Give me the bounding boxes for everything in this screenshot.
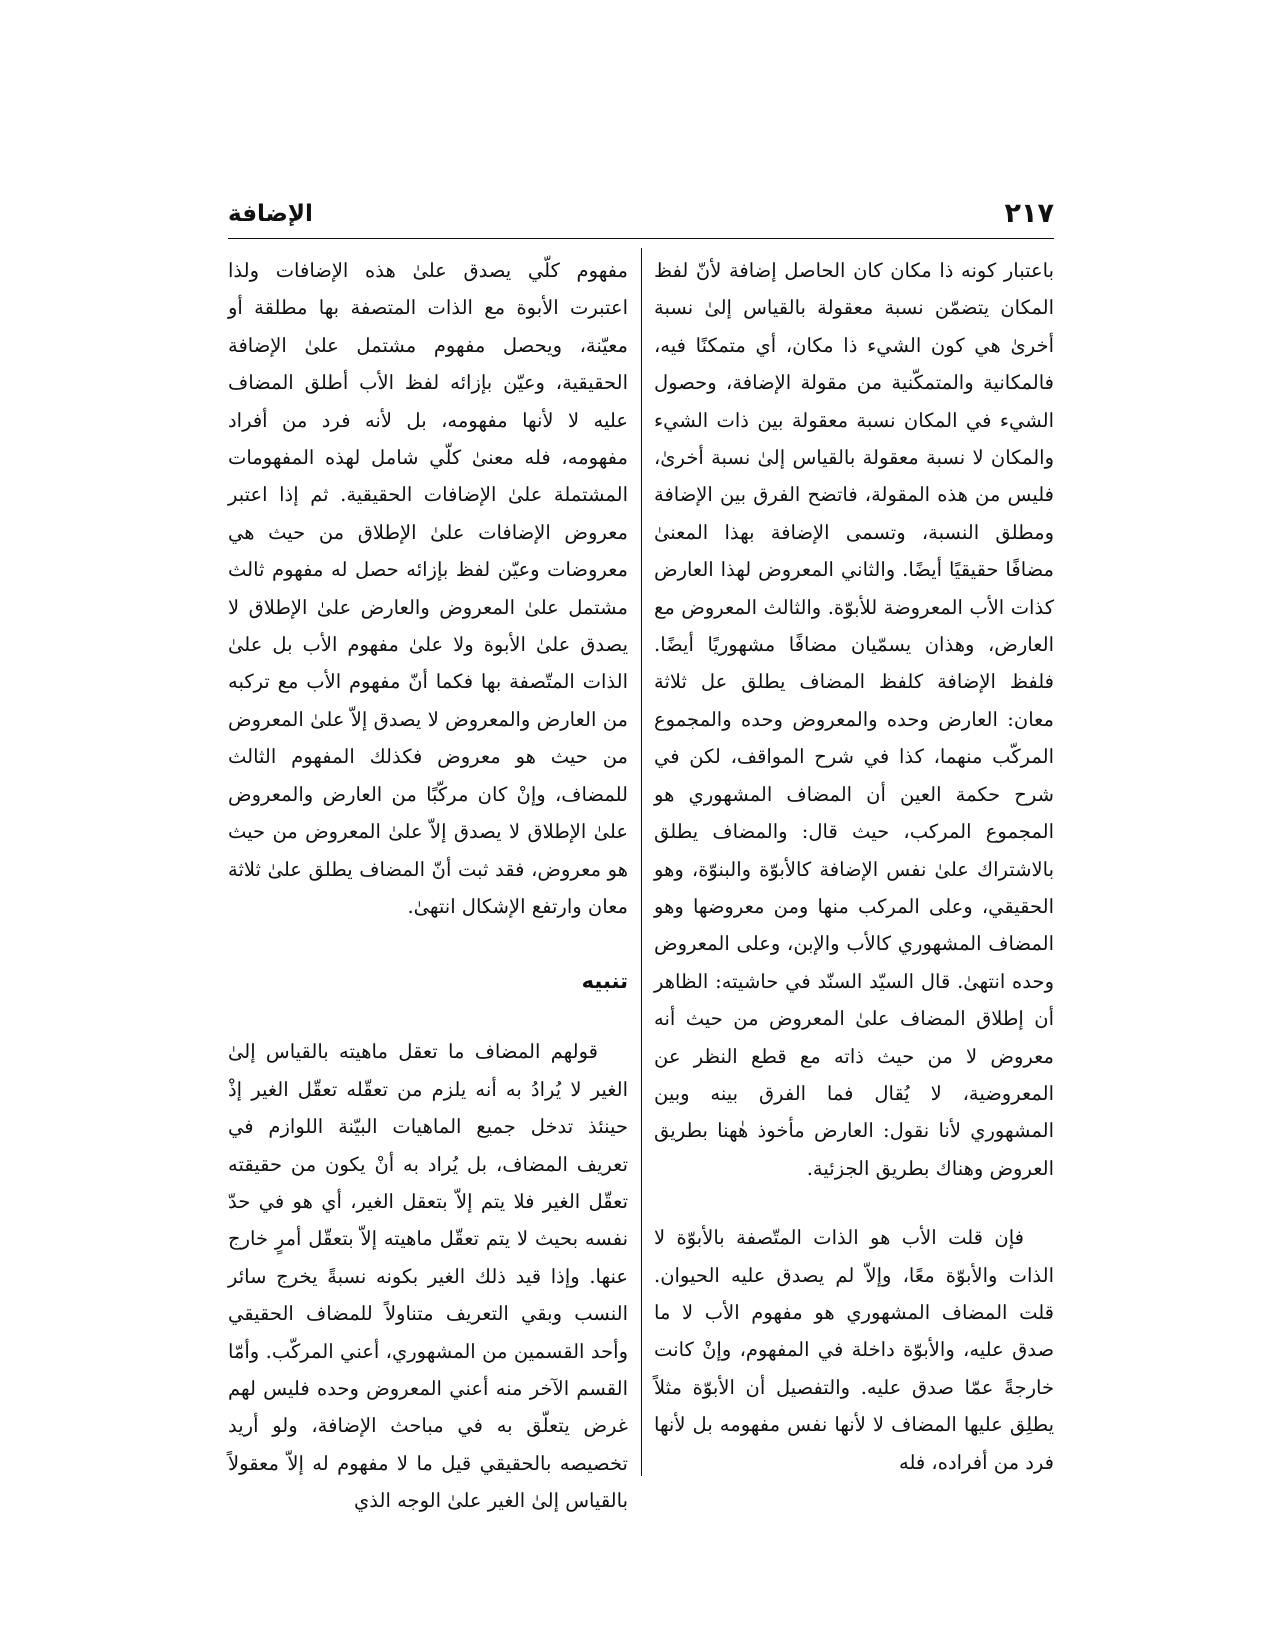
right-column <box>654 252 1054 1481</box>
page-number: ٢١٧ <box>1004 198 1054 229</box>
right-paragraph-1: باعتبار كونه ذا مكان كان الحاصل إضافة لأنّ لفظ المكان يتضمّن نسبة معقولة بالقياس إلىٰ نسبة أخرىٰ هي كون الشيء ذا مكان، أي متمكنًا فيه، فالمكانية والمتمكّنية من مقولة الإضافة، وحصول الشيء في المكان نسبة معقولة بين ذات الشيء والمكان لا نسبة معقولة بالقياس إلىٰ نسبة أخرىٰ، فليس من هذه المقولة، فاتضح الفرق بين الإضافة ومطلق النسبة، وتسمى الإضافة بهذا المعنىٰ مضافًا حقيقيًا أيضًا. والثاني المعروض لهذا العارض كذات الأب المعروضة للأبوّة. والثالث المعروض مع العارض، وهذان يسمّيان مضافًا مشهوريًا أيضًا. فلفظ الإضافة كلفظ المضاف يطلق عل ثلاثة معان: العارض وحده والمعروض وحده والمجموع المركّب منهما، كذا في شرح المواقف، لكن في شرح حكمة العين أن المضاف المشهوري هو المجموع المركب، حيث قال: والمضاف يطلق بالاشتراك علىٰ نفس الإضافة كالأبوّة والبنوّة، وهو الحقيقي، وعلى المركب منها ومن معروضها وهو المضاف المشهوري كالأب والإبن، وعلى المعروض وحده انتهىٰ. قال السيّد السنّد في حاشيته: الظاهر أن إطلاق المضاف علىٰ المعروض من حيث أنه معروض لا من حيث ذاته مع قطع النظر عن المعروضية، لا يُقال فما الفرق بينه وبين المشهوري لأنا نقول: العارض مأخوذ هٰهنا بطريق العروض وهناك بطريق الجزئية. <box>654 259 1054 1180</box>
running-title: الإضافة <box>228 201 313 227</box>
section-heading: تنبيه <box>581 969 628 994</box>
header-rule <box>228 238 1054 239</box>
right-paragraph-2: فإن قلت الأب هو الذات المتّصفة بالأبوّة لا الذات والأبوّة معًا، وإلاّ لم يصدق عليه الحيوان. قلت المضاف المشهوري هو مفهوم الأب لا ما صدق عليه، والأبوّة داخلة في المفهوم، وإنْ كانت خارجةً عمّا صدق عليه. والتفصيل أن الأبوّة مثلاً يطلِق عليها المضاف لا لأنها نفس مفهومه بل لأنها فرد من أفراده، فله <box>654 1226 1054 1474</box>
column-divider <box>641 248 642 1476</box>
paragraph-spacer <box>654 1187 1054 1219</box>
left-paragraph-1: مفهوم كلّي يصدق علىٰ هذه الإضافات ولذا اعتبرت الأبوة مع الذات المتصفة بها مطلقة أو معيّنة، ويحصل مفهوم مشتمل علىٰ الإضافة الحقيقية، وعيّن بإزائه لفظ الأب أطلق المضاف عليه لا لأنها مفهومه، بل لأنه فرد من أفراد مفهومه، فله معنىٰ كلّي شامل لهذه المفهومات المشتملة علىٰ الإضافات الحقيقية. ثم إذا اعتبر معروض الإضافات علىٰ الإطلاق من حيث هي معروضات وعيّن لفظ بإزائه حصل له مفهوم ثالث مشتمل علىٰ المعروض والعارض علىٰ الإطلاق لا يصدق علىٰ الأبوة ولا علىٰ مفهوم الأب بل علىٰ الذات المتّصفة بها فكما أنّ مفهوم الأب مع تركبه من العارض والمعروض لا يصدق إلاّ علىٰ المعروض من حيث هو معروض فكذلك المفهوم الثالث للمضاف، وإنْ كان مركّبًا من العارض والمعروض علىٰ الإطلاق لا يصدق إلاّ علىٰ المعروض من حيث هو معروض، فقد ثبت أنّ المضاف يطلق علىٰ ثلاثة معان وارتفع الإشكال انتهىٰ. <box>228 259 628 918</box>
page-header <box>228 196 1054 238</box>
left-paragraph-2: قولهم المضاف ما تعقل ماهيته بالقياس إلىٰ الغير لا يُرادُ به أنه يلزم من تعقّله تعقّل الغير إذْ حينئذ تدخل جميع الماهيات البيّنة اللوازم في تعريف المضاف، بل يُراد به أنْ يكون من حقيقته تعقّل الغير فلا يتم إلاّ بتعقل الغير، أي هو في حدّ نفسه بحيث لا يتم تعقّل ماهيته إلاّ بتعقّل أمرٍ خارج عنها. وإذا قيد ذلك الغير بكونه نسبةً يخرج سائر النسب وبقي التعريف متناولاً للمضاف الحقيقي وأحد القسمين من المشهوري، أعني المركّب. وأمّا القسم الآخر منه أعني المعروض وحده فليس لهم غرض يتعلّق به في مباحث الإضافة، ولو أريد تخصيصه بالحقيقي قيل ما لا مفهوم له إلاّ معقولاً بالقياس إلىٰ الغير علىٰ الوجه الذي <box>228 1040 628 1513</box>
left-column <box>228 252 628 1520</box>
